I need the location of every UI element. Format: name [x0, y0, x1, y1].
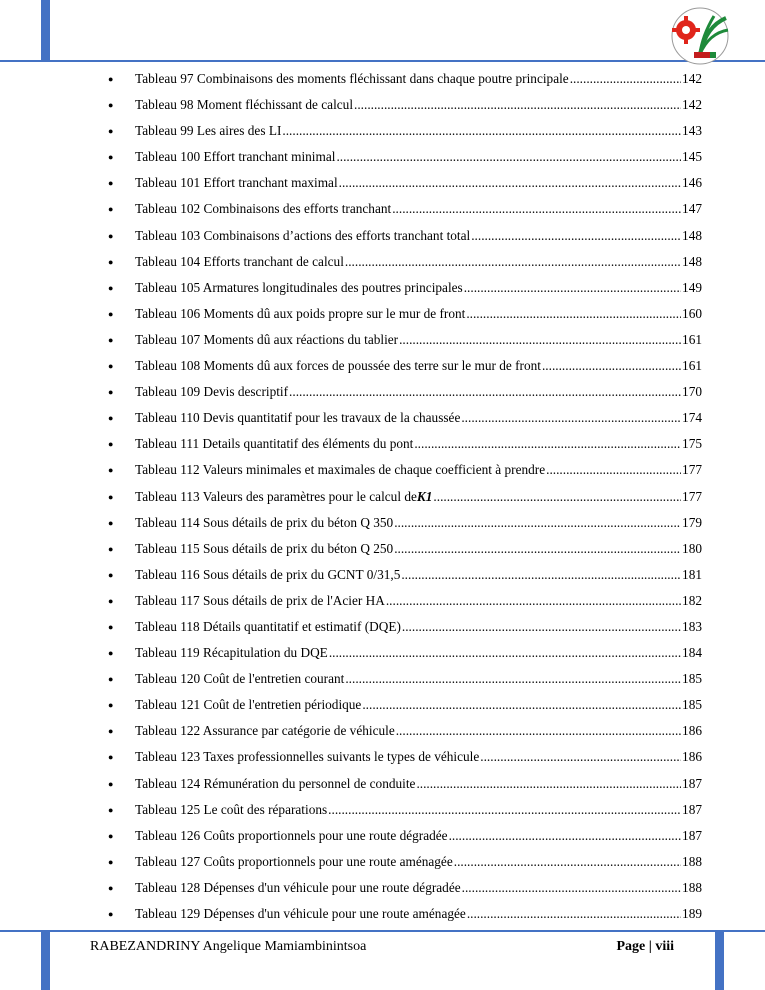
toc-entry-page: 174 [682, 410, 702, 426]
bullet-icon: ● [108, 282, 114, 293]
toc-entry[interactable] [108, 875, 702, 901]
toc-entry-page: 186 [682, 749, 702, 765]
toc-entry-label: Tableau 127 Coûts proportionnels pour une route aménagée [135, 853, 453, 869]
toc-entry-label: Tableau 120 Coût de l'entretien courant [135, 671, 345, 687]
toc-entry-page: 147 [682, 201, 702, 217]
dot-leader [282, 118, 681, 144]
dot-leader [386, 588, 681, 614]
bullet-icon: ● [108, 726, 114, 737]
toc-entry-page: 142 [682, 71, 702, 86]
bullet-icon: ● [108, 204, 114, 215]
bullet-icon: ● [108, 74, 114, 84]
dot-leader [414, 431, 681, 457]
toc-entry-page: 182 [682, 592, 702, 608]
toc-entry-page: 188 [682, 853, 702, 869]
toc-entry-label: Tableau 108 Moments dû aux forces de poussée des terre sur le mur de front [135, 358, 541, 374]
toc-entry-label: Tableau 119 Récapitulation du DQE [135, 645, 328, 661]
toc-entry[interactable] [108, 771, 702, 797]
bullet-icon: ● [108, 465, 114, 476]
toc-entry-label: Tableau 125 Le coût des réparations [135, 801, 328, 817]
toc-entry[interactable] [108, 614, 702, 640]
toc-entry-page: 179 [682, 514, 702, 530]
dot-leader [345, 249, 681, 275]
toc-entry-page: 145 [682, 149, 702, 165]
dot-leader [542, 353, 681, 379]
toc-entry[interactable] [108, 275, 702, 301]
toc-entry[interactable] [108, 744, 702, 770]
toc-entry-label: Tableau 116 Sous détails de prix du GCNT 0/31,5 [135, 566, 401, 582]
toc-entry-label: Tableau 122 Assurance par catégorie de véhicule [135, 723, 395, 739]
bullet-icon: ● [108, 178, 114, 189]
toc-entry-page: 186 [682, 723, 702, 739]
toc-entry-label: Tableau 112 Valeurs minimales et maximales de chaque coefficient à prendre [135, 462, 546, 478]
toc-entry[interactable] [108, 718, 702, 744]
toc-entry-label: Tableau 128 Dépenses d'un véhicule pour une route dégradée [135, 879, 461, 895]
bullet-icon: ● [108, 752, 114, 763]
toc-entry-label: Tableau 114 Sous détails de prix du béton Q 350 [135, 514, 394, 530]
toc-entry-label: Tableau 129 Dépenses d'un véhicule pour une route aménagée [135, 906, 466, 921]
toc-entry-label: Tableau 97 Combinaisons des moments fléchissant dans chaque poutre principale [135, 71, 569, 86]
toc-entry-page: 170 [682, 384, 702, 400]
toc-entry-label: Tableau 117 Sous détails de prix de l'Acier HA [135, 592, 385, 608]
dot-leader [546, 457, 681, 483]
toc-entry[interactable] [108, 692, 702, 718]
toc-entry-page: 180 [682, 540, 702, 556]
toc-entry[interactable] [108, 823, 702, 849]
bullet-icon: ● [108, 517, 114, 528]
dot-leader [339, 170, 681, 196]
toc-entry-label: Tableau 111 Details quantitatif des éléments du pont [135, 436, 414, 452]
toc-entry[interactable] [108, 249, 702, 275]
toc-entry-label: Tableau 105 Armatures longitudinales des poutres principales [135, 279, 463, 295]
toc-entry[interactable] [108, 640, 702, 666]
toc-entry-page: 187 [682, 775, 702, 791]
toc-entry-page: 188 [682, 879, 702, 895]
toc-entry-page: 146 [682, 175, 702, 191]
bullet-icon: ● [108, 100, 114, 111]
toc-entry-label: Tableau 107 Moments dû aux réactions du tablier [135, 331, 399, 347]
toc-entry[interactable] [108, 484, 702, 510]
toc-entry[interactable] [108, 510, 702, 536]
dot-leader [394, 510, 681, 536]
bullet-icon: ● [108, 439, 114, 450]
toc-entry[interactable] [108, 92, 702, 118]
toc-entry[interactable] [108, 797, 702, 823]
toc-entry[interactable] [108, 536, 702, 562]
toc-entry-label: Tableau 101 Effort tranchant maximal [135, 175, 338, 191]
bullet-icon: ● [108, 882, 114, 893]
toc-entry[interactable] [108, 327, 702, 353]
dot-leader [362, 692, 681, 718]
footer-accent-bar-left [41, 932, 50, 990]
dot-leader [336, 144, 681, 170]
toc-entry[interactable] [108, 170, 702, 196]
bullet-icon: ● [108, 804, 114, 815]
dot-leader [416, 771, 681, 797]
toc-entry[interactable] [108, 901, 702, 927]
toc-entry-page: 184 [682, 645, 702, 661]
bullet-icon: ● [108, 856, 114, 867]
toc-entry[interactable] [108, 379, 702, 405]
dot-leader [461, 405, 681, 431]
dot-leader [454, 849, 681, 875]
header-rule [0, 60, 765, 62]
bullet-icon: ● [108, 152, 114, 163]
toc-entry-label: Tableau 106 Moments dû aux poids propre sur le mur de front [135, 305, 466, 321]
bullet-icon: ● [108, 543, 114, 554]
toc-entry[interactable] [108, 588, 702, 614]
bullet-icon: ● [108, 387, 114, 398]
toc-entry-page: 149 [682, 279, 702, 295]
toc-entry-page: 148 [682, 227, 702, 243]
dot-leader [471, 223, 681, 249]
bullet-icon: ● [108, 230, 114, 241]
bullet-icon: ● [108, 909, 114, 919]
math-symbol: K1 [416, 488, 433, 504]
bullet-icon: ● [108, 830, 114, 841]
toc-entry[interactable] [108, 666, 702, 692]
toc-entry-page: 187 [682, 827, 702, 843]
toc-entry-label: Tableau 109 Devis descriptif [135, 384, 289, 400]
bullet-icon: ● [108, 308, 114, 319]
dot-leader [401, 562, 681, 588]
toc-entry-label: Tableau 102 Combinaisons des efforts tranchant [135, 201, 392, 217]
header-accent-bar [41, 0, 50, 60]
toc-entry-page: 143 [682, 123, 702, 139]
bullet-icon: ● [108, 621, 114, 632]
toc-entry[interactable] [108, 223, 702, 249]
bullet-icon: ● [108, 413, 114, 424]
dot-leader [433, 484, 681, 510]
footer-author: RABEZANDRINY Angelique Mamiambinintsoa [90, 939, 367, 954]
dot-leader [466, 301, 681, 327]
toc-entry-page: 183 [682, 618, 702, 634]
toc-entry-page: 185 [682, 671, 702, 687]
toc-entry-label: Tableau 110 Devis quantitatif pour les travaux de la chaussée [135, 410, 461, 426]
toc-entry-page: 161 [682, 358, 702, 374]
toc-entry[interactable] [108, 196, 702, 222]
dot-leader [402, 614, 681, 640]
dot-leader [328, 797, 681, 823]
footer-page-number: Page | viii [616, 939, 674, 954]
dot-leader [289, 379, 681, 405]
bullet-icon: ● [108, 595, 114, 606]
toc-entry-label: Tableau 118 Détails quantitatif et estimatif (DQE) [135, 618, 401, 634]
toc-entry[interactable] [108, 562, 702, 588]
toc-entry[interactable] [108, 431, 702, 457]
toc-entry-page: 142 [682, 97, 702, 113]
bullet-icon: ● [108, 700, 114, 711]
toc-entry[interactable] [108, 144, 702, 170]
dot-leader [464, 275, 681, 301]
university-logo-icon [664, 6, 736, 66]
bullet-icon: ● [108, 491, 114, 502]
dot-leader [345, 666, 681, 692]
toc-entry-label: Tableau 123 Taxes professionnelles suivants le types de véhicule [135, 749, 480, 765]
toc-entry-page: 189 [682, 906, 702, 921]
toc-entry[interactable] [108, 849, 702, 875]
toc-entry-label: Tableau 113 Valeurs des paramètres pour le calcul de [135, 488, 417, 504]
dot-leader [570, 66, 681, 92]
bullet-icon: ● [108, 778, 114, 789]
toc-entry[interactable] [108, 301, 702, 327]
toc-entry[interactable] [108, 118, 702, 144]
dot-leader [467, 901, 681, 927]
toc-entry-page: 177 [682, 462, 702, 478]
footer-rule [0, 930, 765, 932]
toc-entry-page: 148 [682, 253, 702, 269]
dot-leader [329, 640, 681, 666]
toc-entry-page: 185 [682, 697, 702, 713]
dot-leader [394, 536, 681, 562]
dot-leader [354, 92, 681, 118]
toc-entry-page: 175 [682, 436, 702, 452]
dot-leader [399, 327, 681, 353]
toc-entry-label: Tableau 99 Les aires des LI [135, 123, 282, 139]
bullet-icon: ● [108, 256, 114, 267]
toc-entry-page: 161 [682, 331, 702, 347]
toc-entry-label: Tableau 115 Sous détails de prix du béton Q 250 [135, 540, 394, 556]
toc-entry-label: Tableau 126 Coûts proportionnels pour une route dégradée [135, 827, 448, 843]
toc-entry-label: Tableau 98 Moment fléchissant de calcul [135, 97, 354, 113]
toc-entry-label: Tableau 104 Efforts tranchant de calcul [135, 253, 344, 269]
toc-entry-label: Tableau 121 Coût de l'entretien périodique [135, 697, 362, 713]
bullet-icon: ● [108, 334, 114, 345]
footer-accent-bar-right [715, 932, 724, 990]
dot-leader [449, 823, 681, 849]
toc-entry[interactable] [108, 66, 702, 92]
toc-entry[interactable] [108, 405, 702, 431]
toc-entry-page: 187 [682, 801, 702, 817]
bullet-icon: ● [108, 126, 114, 137]
bullet-icon: ● [108, 674, 114, 685]
dot-leader [462, 875, 681, 901]
toc-entry-page: 181 [682, 566, 702, 582]
toc-entry[interactable] [108, 353, 702, 379]
dot-leader [396, 718, 681, 744]
toc-entry-label: Tableau 100 Effort tranchant minimal [135, 149, 336, 165]
toc-entry-page: 177 [682, 488, 702, 504]
toc-entry-label: Tableau 124 Rémunération du personnel de conduite [135, 775, 416, 791]
dot-leader [392, 196, 681, 222]
toc-entry[interactable] [108, 457, 702, 483]
bullet-icon: ● [108, 648, 114, 659]
dot-leader [480, 744, 681, 770]
toc-entry-label: Tableau 103 Combinaisons d’actions des efforts tranchant total [135, 227, 471, 243]
bullet-icon: ● [108, 569, 114, 580]
toc-entry-page: 160 [682, 305, 702, 321]
bullet-icon: ● [108, 361, 114, 372]
list-of-tables [108, 66, 702, 927]
